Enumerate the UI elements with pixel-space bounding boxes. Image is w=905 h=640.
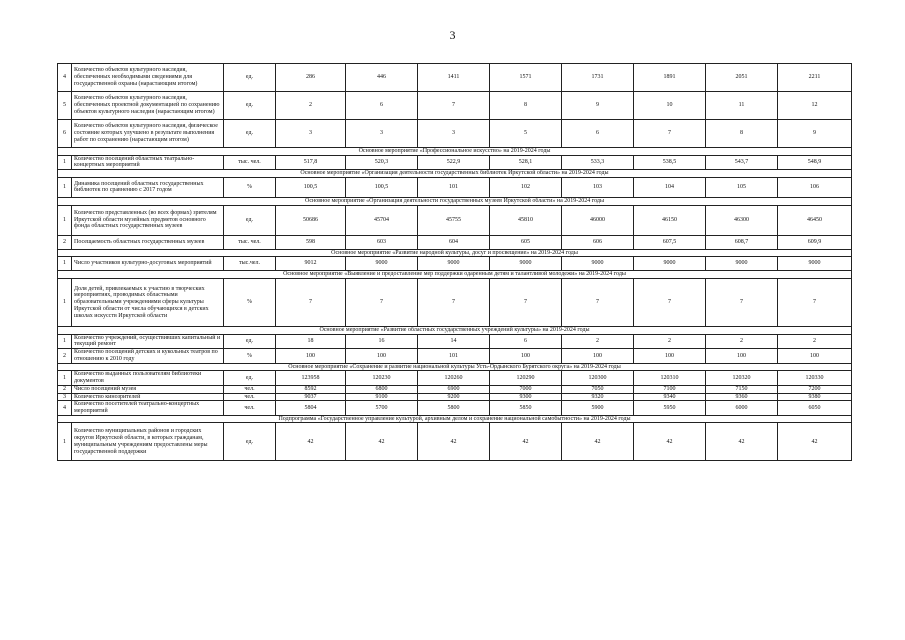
value-cell: 42 [418, 423, 490, 461]
value-cell: 9037 [276, 393, 346, 401]
value-cell: 100 [778, 349, 852, 363]
section-title: Основное мероприятие «Сохранение и развитие национальной культуры Усть-Ордынского Бурятского округа» на 2019-2024 годы [58, 363, 852, 371]
value-cell: 446 [346, 64, 418, 92]
value-cell: 6800 [346, 385, 418, 393]
value-cell: 105 [706, 177, 778, 197]
table-row [58, 349, 852, 363]
value-cell: 6900 [418, 385, 490, 393]
value-cell: 120260 [418, 371, 490, 385]
value-cell: 5950 [634, 401, 706, 415]
value-cell: 120230 [346, 371, 418, 385]
value-cell: 5800 [418, 401, 490, 415]
row-number: 1 [58, 423, 72, 461]
unit: ед. [224, 64, 276, 92]
unit: % [224, 349, 276, 363]
indicator-name: Доля детей, привлекаемых к участию в творческих мероприятиях, проводимых областными образовательными учреждениями сферы культуры Иркутской области от числа обучающихся в детских школах искусств Иркутской области [72, 279, 224, 327]
indicators-table [57, 63, 852, 461]
table-row [58, 235, 852, 249]
value-cell: 9360 [706, 393, 778, 401]
section-header-row [58, 148, 852, 156]
indicator-name: Посещаемость областных государственных музеев [72, 235, 224, 249]
value-cell: 6 [490, 334, 562, 348]
value-cell: 605 [490, 235, 562, 249]
indicator-name: Количество объектов культурного наследия, обеспеченных проектной документацией по сохранению объектов культурного наследия (нарастающим итогом) [72, 92, 224, 120]
unit: ед. [224, 334, 276, 348]
table-row [58, 393, 852, 401]
unit: ед. [224, 423, 276, 461]
unit: чел. [224, 385, 276, 393]
value-cell: 123958 [276, 371, 346, 385]
value-cell: 8 [490, 92, 562, 120]
value-cell: 9000 [490, 257, 562, 271]
value-cell: 50686 [276, 205, 346, 235]
value-cell: 2211 [778, 64, 852, 92]
unit: тыс.чел. [224, 257, 276, 271]
value-cell: 607,5 [634, 235, 706, 249]
unit: ед. [224, 92, 276, 120]
value-cell: 5700 [346, 401, 418, 415]
row-number: 1 [58, 205, 72, 235]
indicator-name: Количество кинозрителей [72, 393, 224, 401]
row-number: 1 [58, 155, 72, 169]
value-cell: 102 [490, 177, 562, 197]
value-cell: 100 [490, 349, 562, 363]
value-cell: 45755 [418, 205, 490, 235]
value-cell: 7 [634, 120, 706, 148]
indicator-name: Динамика посещений областных государственных библиотек по сравнению с 2017 годом [72, 177, 224, 197]
value-cell: 42 [778, 423, 852, 461]
section-title: Основное мероприятие «Развитие народной культуры, досуг и просвещение» на 2019-2024 годы [58, 249, 852, 257]
value-cell: 1891 [634, 64, 706, 92]
table-row [58, 205, 852, 235]
value-cell: 522,9 [418, 155, 490, 169]
value-cell: 45704 [346, 205, 418, 235]
row-number: 4 [58, 401, 72, 415]
value-cell: 16 [346, 334, 418, 348]
section-header-row [58, 415, 852, 423]
value-cell: 606 [562, 235, 634, 249]
table-row [58, 257, 852, 271]
indicator-name: Количество учреждений, осуществивших капитальный и текущий ремонт [72, 334, 224, 348]
value-cell: 604 [418, 235, 490, 249]
value-cell: 46300 [706, 205, 778, 235]
value-cell: 5850 [490, 401, 562, 415]
value-cell: 106 [778, 177, 852, 197]
value-cell: 9000 [346, 257, 418, 271]
value-cell: 45810 [490, 205, 562, 235]
page-number: 3 [449, 28, 456, 42]
value-cell: 101 [418, 177, 490, 197]
value-cell: 6050 [778, 401, 852, 415]
value-cell: 5804 [276, 401, 346, 415]
row-number: 1 [58, 257, 72, 271]
value-cell: 7 [490, 279, 562, 327]
value-cell: 101 [418, 349, 490, 363]
value-cell: 18 [276, 334, 346, 348]
section-title: Основное мероприятие «Развитие областных государственных учреждений культуры» на 2019-2024 годы [58, 327, 852, 335]
row-number: 1 [58, 177, 72, 197]
row-number: 6 [58, 120, 72, 148]
table-row [58, 120, 852, 148]
value-cell: 538,5 [634, 155, 706, 169]
value-cell: 7 [634, 279, 706, 327]
indicator-name: Количество посещений детских и кукольных театров по отношению к 2010 году [72, 349, 224, 363]
value-cell: 103 [562, 177, 634, 197]
unit: чел. [224, 401, 276, 415]
value-cell: 8592 [276, 385, 346, 393]
indicator-name: Количество посетителей театрально-концертных мероприятий [72, 401, 224, 415]
section-title: Основное мероприятие «Организация деятельности государственных музеев Иркутской области» на 2019-2024 годы [58, 197, 852, 205]
unit: ед. [224, 205, 276, 235]
value-cell: 3 [276, 120, 346, 148]
table-row [58, 385, 852, 393]
value-cell: 5900 [562, 401, 634, 415]
unit: тыс. чел. [224, 155, 276, 169]
indicator-name: Количество посещений областных театрально-концертных мероприятий [72, 155, 224, 169]
row-number: 1 [58, 334, 72, 348]
indicator-name: Количество выданных пользователям библиотеки документов [72, 371, 224, 385]
value-cell: 2051 [706, 64, 778, 92]
value-cell: 528,1 [490, 155, 562, 169]
value-cell: 520,3 [346, 155, 418, 169]
table-row [58, 423, 852, 461]
section-title: Подпрограмма «Государственное управление культурой, архивным делом и сохранение национальной самобытности» на 2019-2024 годы [58, 415, 852, 423]
row-number: 2 [58, 235, 72, 249]
value-cell: 9 [778, 120, 852, 148]
value-cell: 42 [706, 423, 778, 461]
value-cell: 7200 [778, 385, 852, 393]
row-number: 1 [58, 279, 72, 327]
table-row [58, 401, 852, 415]
value-cell: 46000 [562, 205, 634, 235]
value-cell: 608,7 [706, 235, 778, 249]
value-cell: 42 [276, 423, 346, 461]
table-row [58, 155, 852, 169]
value-cell: 9380 [778, 393, 852, 401]
unit: ед. [224, 120, 276, 148]
value-cell: 9012 [276, 257, 346, 271]
value-cell: 7 [562, 279, 634, 327]
value-cell: 42 [346, 423, 418, 461]
value-cell: 42 [562, 423, 634, 461]
row-number: 5 [58, 92, 72, 120]
value-cell: 286 [276, 64, 346, 92]
section-title: Основное мероприятие «Выявление и предоставление мер поддержки одаренным детям и талантливой молодежи» на 2019-2024 годы [58, 271, 852, 279]
value-cell: 2 [562, 334, 634, 348]
value-cell: 543,7 [706, 155, 778, 169]
indicator-name: Количество муниципальных районов и городских округов Иркутской области, в которых гражданам, муниципальным учреждениям предоставлены меры государственной поддержки [72, 423, 224, 461]
unit: ед. [224, 371, 276, 385]
value-cell: 46450 [778, 205, 852, 235]
value-cell: 120300 [562, 371, 634, 385]
table-row [58, 371, 852, 385]
value-cell: 7 [706, 279, 778, 327]
value-cell: 7 [276, 279, 346, 327]
value-cell: 100 [346, 349, 418, 363]
value-cell: 9 [562, 92, 634, 120]
value-cell: 1411 [418, 64, 490, 92]
value-cell: 9000 [418, 257, 490, 271]
section-header-row [58, 327, 852, 335]
value-cell: 9340 [634, 393, 706, 401]
value-cell: 9200 [418, 393, 490, 401]
value-cell: 9000 [706, 257, 778, 271]
value-cell: 7 [418, 279, 490, 327]
row-number: 3 [58, 393, 72, 401]
unit: % [224, 279, 276, 327]
value-cell: 5 [490, 120, 562, 148]
value-cell: 7 [346, 279, 418, 327]
value-cell: 42 [490, 423, 562, 461]
table-row [58, 279, 852, 327]
unit: % [224, 177, 276, 197]
value-cell: 548,9 [778, 155, 852, 169]
value-cell: 7050 [562, 385, 634, 393]
section-title: Основное мероприятие «Организация деятельности государственных библиотек Иркутской области» на 2019-2024 годы [58, 170, 852, 178]
value-cell: 7150 [706, 385, 778, 393]
indicator-name: Число посещений музея [72, 385, 224, 393]
value-cell: 2 [634, 334, 706, 348]
value-cell: 603 [346, 235, 418, 249]
value-cell: 9000 [778, 257, 852, 271]
row-number: 4 [58, 64, 72, 92]
section-header-row [58, 170, 852, 178]
value-cell: 598 [276, 235, 346, 249]
value-cell: 6 [346, 92, 418, 120]
value-cell: 7 [778, 279, 852, 327]
unit: чел. [224, 393, 276, 401]
value-cell: 100,5 [346, 177, 418, 197]
row-number: 2 [58, 385, 72, 393]
table-row [58, 177, 852, 197]
value-cell: 120330 [778, 371, 852, 385]
section-header-row [58, 249, 852, 257]
row-number: 1 [58, 371, 72, 385]
value-cell: 3 [418, 120, 490, 148]
value-cell: 2 [706, 334, 778, 348]
value-cell: 6000 [706, 401, 778, 415]
value-cell: 9320 [562, 393, 634, 401]
value-cell: 9000 [562, 257, 634, 271]
value-cell: 12 [778, 92, 852, 120]
value-cell: 120310 [634, 371, 706, 385]
row-number: 2 [58, 349, 72, 363]
value-cell: 100 [706, 349, 778, 363]
value-cell: 9000 [634, 257, 706, 271]
value-cell: 2 [276, 92, 346, 120]
section-header-row [58, 197, 852, 205]
value-cell: 104 [634, 177, 706, 197]
value-cell: 46150 [634, 205, 706, 235]
value-cell: 9100 [346, 393, 418, 401]
value-cell: 1731 [562, 64, 634, 92]
value-cell: 14 [418, 334, 490, 348]
value-cell: 100 [276, 349, 346, 363]
value-cell: 609,9 [778, 235, 852, 249]
value-cell: 42 [634, 423, 706, 461]
value-cell: 100,5 [276, 177, 346, 197]
value-cell: 533,3 [562, 155, 634, 169]
section-header-row [58, 363, 852, 371]
value-cell: 11 [706, 92, 778, 120]
indicator-name: Число участников культурно-досуговых мероприятий [72, 257, 224, 271]
indicator-name: Количество объектов культурного наследия, обеспеченных необходимыми сведениями для государственной охраны (нарастающим итогом) [72, 64, 224, 92]
value-cell: 120320 [706, 371, 778, 385]
value-cell: 120290 [490, 371, 562, 385]
value-cell: 7 [418, 92, 490, 120]
value-cell: 10 [634, 92, 706, 120]
value-cell: 7100 [634, 385, 706, 393]
table-row [58, 64, 852, 92]
value-cell: 100 [562, 349, 634, 363]
indicator-name: Количество представленных (во всех формах) зрителям Иркутской области музейных предметов основного фонда областных государственных музеев [72, 205, 224, 235]
value-cell: 7000 [490, 385, 562, 393]
value-cell: 100 [634, 349, 706, 363]
value-cell: 1571 [490, 64, 562, 92]
value-cell: 2 [778, 334, 852, 348]
section-title: Основное мероприятие «Профессиональное искусство» на 2019-2024 годы [58, 148, 852, 156]
value-cell: 517,8 [276, 155, 346, 169]
section-header-row [58, 271, 852, 279]
indicator-name: Количество объектов культурного наследия, физическое состояние которых улучшено в результате выполнения работ по сохранению (нарастающим итогом) [72, 120, 224, 148]
unit: тыс. чел. [224, 235, 276, 249]
value-cell: 9300 [490, 393, 562, 401]
value-cell: 3 [346, 120, 418, 148]
value-cell: 8 [706, 120, 778, 148]
value-cell: 6 [562, 120, 634, 148]
table-row [58, 92, 852, 120]
table-row [58, 334, 852, 348]
table-body [58, 64, 852, 461]
